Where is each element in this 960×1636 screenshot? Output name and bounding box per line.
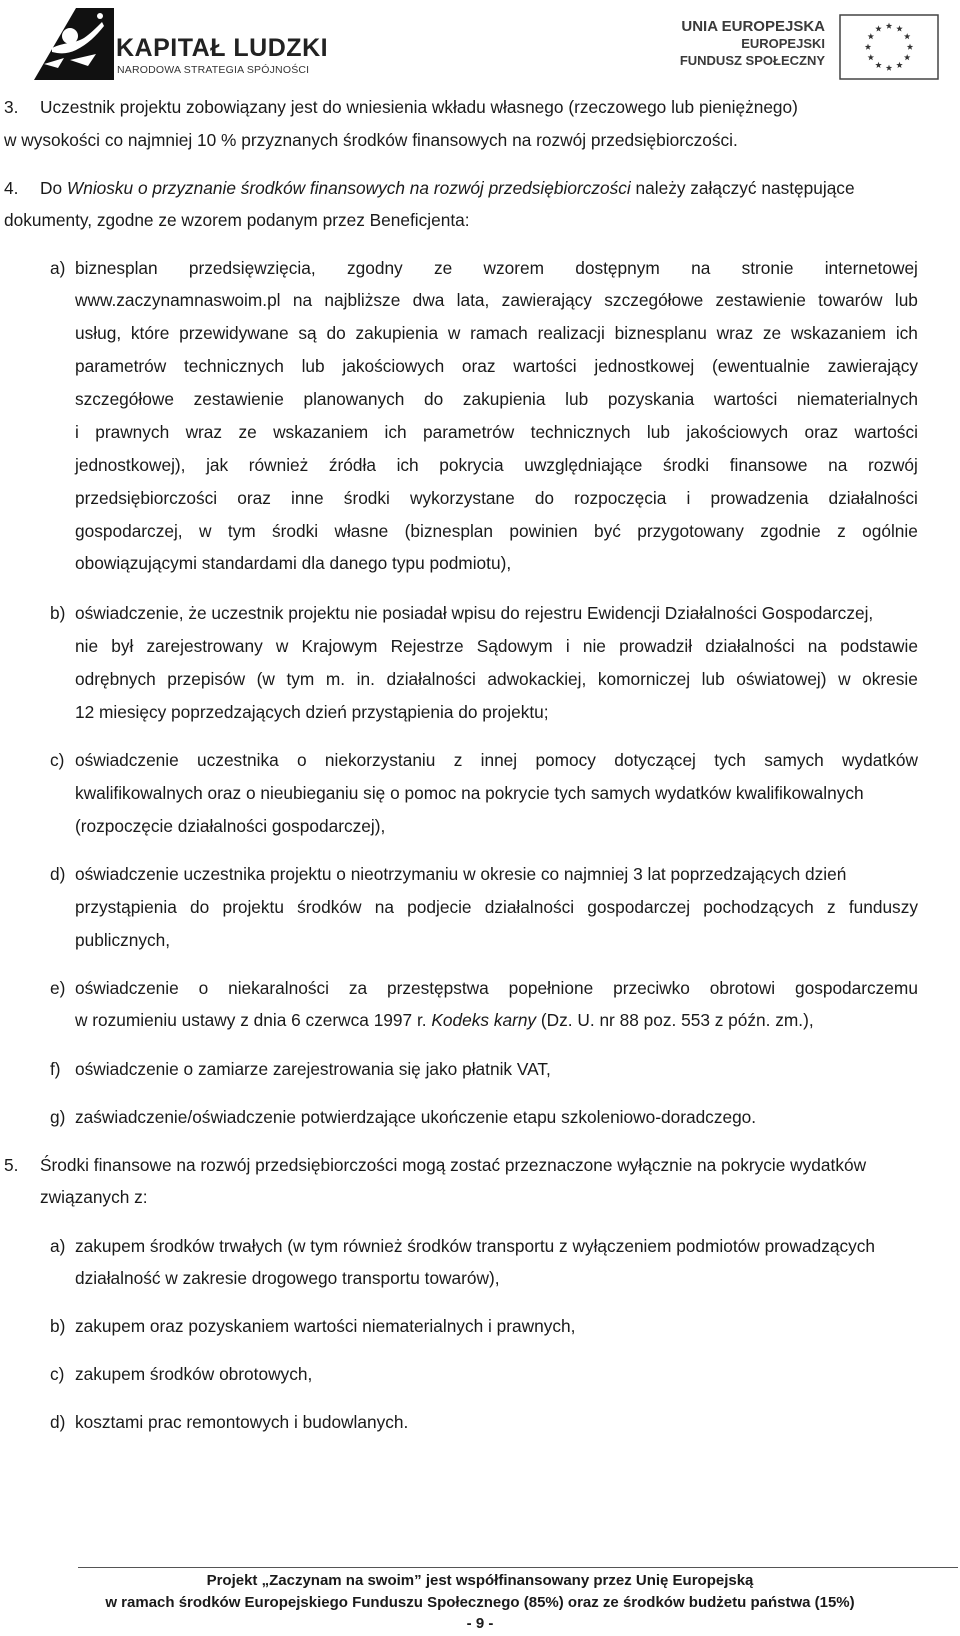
word: zakupienia bbox=[462, 389, 546, 409]
paragraph-line bbox=[75, 521, 918, 541]
word: również bbox=[248, 455, 309, 475]
paragraph-line: zakupem środków trwałych (w tym również środków transportu z wyłączeniem podmiotów prowadzących bbox=[75, 1236, 876, 1256]
paragraph-line: dokumenty, zgodne ze wzorem podanym przez Beneficjenta: bbox=[4, 210, 470, 230]
word: parametrów bbox=[423, 422, 515, 442]
word: ogólnie bbox=[862, 521, 918, 541]
word: lub bbox=[301, 356, 325, 376]
word: in. bbox=[356, 669, 375, 689]
word: prowadził bbox=[619, 636, 693, 656]
word: gospodarczej, bbox=[75, 521, 183, 541]
paragraph-line: 12 miesięcy poprzedzających dzień przystąpienia do projektu; bbox=[75, 702, 549, 722]
word: niekaralności bbox=[228, 978, 329, 998]
word: oświatowej) bbox=[736, 669, 827, 689]
word: uczestnika bbox=[197, 750, 279, 770]
paragraph-line bbox=[75, 488, 918, 508]
word: do bbox=[424, 389, 444, 409]
word: pochodzących bbox=[703, 897, 814, 917]
word: własne bbox=[334, 521, 389, 541]
word: do bbox=[326, 323, 346, 343]
word: wraz bbox=[185, 422, 223, 442]
footer-line-1: Projekt „Zaczynam na swoim” jest współfinansowany przez Unię Europejską bbox=[206, 1572, 754, 1589]
word: przygotowany bbox=[637, 521, 744, 541]
footer-divider bbox=[78, 1567, 958, 1568]
word: ramach bbox=[470, 323, 528, 343]
word: ze bbox=[762, 323, 782, 343]
word: i bbox=[686, 488, 691, 508]
paragraph-line: kwalifikowalnych oraz o nieubieganiu się o pomoc na pokrycie tych samych wydatków kwalifikowalnych bbox=[75, 783, 864, 803]
word: oraz bbox=[804, 422, 839, 442]
word: wartości bbox=[713, 389, 778, 409]
item-number: 4. bbox=[4, 178, 19, 198]
word: oświadczenie bbox=[75, 750, 179, 770]
word: prowadzenia bbox=[710, 488, 809, 508]
paragraph-line: zaświadczenie/oświadczenie potwierdzające ukończenie etapu szkoleniowo-doradczego. bbox=[75, 1107, 757, 1127]
word: popełnione bbox=[508, 978, 594, 998]
word: dwa bbox=[412, 290, 445, 310]
word: planowanych bbox=[303, 389, 405, 409]
word: przystąpienia bbox=[75, 897, 177, 917]
word: biznesplanu bbox=[614, 323, 707, 343]
page-number: - 9 - bbox=[466, 1615, 494, 1632]
list-label: g) bbox=[50, 1107, 66, 1127]
word: Krajowym bbox=[301, 636, 378, 656]
paragraph-line: kosztami prac remontowych i budowlanych. bbox=[75, 1412, 409, 1432]
paragraph-line bbox=[75, 356, 918, 376]
word: wzorem bbox=[483, 258, 544, 278]
paragraph-line: (rozpoczęcie działalności gospodarczej), bbox=[75, 816, 386, 836]
word: w bbox=[198, 521, 212, 541]
word: o bbox=[198, 978, 209, 998]
word: i bbox=[75, 422, 79, 442]
word: projektu bbox=[222, 897, 284, 917]
kapital-ludzki-logo bbox=[30, 4, 330, 82]
paragraph-line: zakupem oraz pozyskaniem wartości niematerialnych i prawnych, bbox=[75, 1316, 576, 1336]
paragraph-line bbox=[40, 178, 918, 198]
word: prawnych bbox=[95, 422, 170, 442]
page-header bbox=[0, 0, 960, 86]
word: dostępnym bbox=[575, 258, 660, 278]
eu-logo-line2: EUROPEJSKI bbox=[741, 36, 825, 51]
list-label: a) bbox=[50, 258, 66, 278]
word: oraz bbox=[461, 356, 496, 376]
word: które bbox=[130, 323, 170, 343]
word: niekorzystaniu bbox=[324, 750, 436, 770]
word: są bbox=[298, 323, 317, 343]
word: (ewentualnie bbox=[712, 356, 810, 376]
word: zawierający bbox=[501, 290, 592, 310]
word: jednostkowej bbox=[594, 356, 695, 376]
word: na bbox=[807, 636, 827, 656]
paragraph-line: działalność w zakresie drogowego transportu towarów), bbox=[75, 1268, 500, 1288]
paragraph-line bbox=[75, 323, 918, 343]
word: wartości bbox=[513, 356, 577, 376]
word: gospodarczej bbox=[587, 897, 691, 917]
paragraph-line: Uczestnik projektu zobowiązany jest do wniesienia wkładu własnego (rzeczowego lub pieniężnego) bbox=[40, 97, 798, 117]
document-title-italic: Wniosku o przyznanie środków finansowych na rozwój przedsiębiorczości bbox=[66, 178, 631, 198]
word: wykorzystane bbox=[410, 488, 515, 508]
word: działalności bbox=[828, 488, 918, 508]
word: ze bbox=[238, 422, 257, 442]
word: przestępstwa bbox=[386, 978, 489, 998]
word: Sądowym bbox=[476, 636, 553, 656]
list-label: d) bbox=[50, 864, 66, 884]
eu-logo-text bbox=[680, 18, 825, 69]
word: jakościowych bbox=[686, 422, 789, 442]
word: usług, bbox=[75, 323, 122, 343]
paragraph-line: obowiązującymi standardami dla danego typu podmiotu), bbox=[75, 553, 512, 573]
word: na bbox=[292, 290, 313, 310]
word: z bbox=[453, 750, 463, 770]
eu-logo-line3: FUNDUSZ SPOŁECZNY bbox=[679, 53, 825, 68]
word: najbliższe bbox=[324, 290, 401, 310]
text-run: w rozumieniu ustawy z dnia 6 czerwca 1997 r. bbox=[75, 1010, 427, 1030]
word: okresie bbox=[862, 669, 918, 689]
word: podjecie bbox=[407, 897, 472, 917]
word: wydatków bbox=[842, 750, 918, 770]
word: tym bbox=[286, 669, 315, 689]
word: na bbox=[691, 258, 711, 278]
word: finansowe bbox=[729, 455, 808, 475]
paragraph-line bbox=[75, 636, 918, 656]
word: technicznych bbox=[530, 422, 631, 442]
eu-logo bbox=[679, 14, 945, 80]
word: lata, bbox=[456, 290, 490, 310]
word: inne bbox=[291, 488, 324, 508]
word: środki bbox=[272, 521, 319, 541]
word: realizacji bbox=[537, 323, 605, 343]
word: m. bbox=[325, 669, 346, 689]
word: wskazaniem bbox=[273, 422, 369, 442]
word: za bbox=[348, 978, 368, 998]
word: gospodarczemu bbox=[794, 978, 918, 998]
paragraph-line: publicznych, bbox=[75, 930, 171, 950]
text-run: (Dz. U. nr 88 poz. 553 z późn. zm.), bbox=[540, 1010, 814, 1030]
word: przedsiębiorczości bbox=[75, 488, 218, 508]
word: ze bbox=[433, 258, 453, 278]
word: w bbox=[275, 636, 289, 656]
paragraph-line bbox=[75, 290, 918, 310]
word: szczegółowe bbox=[75, 389, 174, 409]
word: źródła bbox=[328, 455, 376, 475]
word: w bbox=[838, 669, 851, 689]
paragraph-line bbox=[75, 978, 918, 998]
word: z bbox=[837, 521, 846, 541]
word: przeciwko bbox=[613, 978, 690, 998]
word: zarejestrowany bbox=[146, 636, 263, 656]
word: samych bbox=[764, 750, 824, 770]
paragraph-line bbox=[75, 1010, 918, 1030]
word: przedsięwzięcia, bbox=[188, 258, 316, 278]
word: (w bbox=[256, 669, 275, 689]
list-label: d) bbox=[50, 1412, 66, 1432]
word: szczegółowe bbox=[604, 290, 704, 310]
list-label: c) bbox=[50, 750, 65, 770]
word: tych bbox=[714, 750, 746, 770]
word: do bbox=[534, 488, 555, 508]
word: rozwój bbox=[867, 455, 918, 475]
word: działalności bbox=[484, 897, 575, 917]
word: odrębnych bbox=[75, 669, 156, 689]
word: być bbox=[593, 521, 621, 541]
word: środków bbox=[297, 897, 362, 917]
word: internetowej bbox=[824, 258, 918, 278]
word: zgodny bbox=[346, 258, 403, 278]
word: przewidywane bbox=[179, 323, 289, 343]
word: parametrów bbox=[75, 356, 167, 376]
list-label: e) bbox=[50, 978, 66, 998]
eu-logo-line1: UNIA EUROPEJSKA bbox=[681, 18, 825, 35]
word: z bbox=[826, 897, 836, 917]
word: pomocy bbox=[535, 750, 596, 770]
paragraph-line bbox=[75, 897, 918, 917]
word: (biznesplan bbox=[404, 521, 494, 541]
word: uwzględniające bbox=[524, 455, 643, 475]
eu-flag-icon bbox=[839, 14, 939, 80]
word: lub bbox=[894, 290, 918, 310]
word: oświadczenie bbox=[75, 978, 179, 998]
word: lub bbox=[701, 669, 725, 689]
logo-title: KAPITAŁ LUDZKI bbox=[116, 34, 329, 62]
word: działalności bbox=[386, 669, 476, 689]
paragraph-line: oświadczenie, że uczestnik projektu nie posiadał wpisu do rejestru Ewidencji Działalności Gospodarczej, bbox=[75, 603, 874, 623]
list-label: c) bbox=[50, 1364, 65, 1384]
word: obrotowi bbox=[709, 978, 776, 998]
paragraph-line: w wysokości co najmniej 10 % przyznanych środków finansowych na rozwój przedsiębiorczości. bbox=[4, 130, 738, 150]
word: jednostkowej), bbox=[75, 455, 186, 475]
word: powinien bbox=[509, 521, 578, 541]
paragraph-line: oświadczenie uczestnika projektu o nieotrzymaniu w okresie co najmniej 3 lat poprzedzających dzień bbox=[75, 864, 847, 884]
footer-line-2: w ramach środków Europejskiego Funduszu Społecznego (85%) oraz ze środków budżetu państwa (15%) bbox=[105, 1594, 855, 1611]
word: nie bbox=[75, 636, 99, 656]
word: do bbox=[190, 897, 210, 917]
paragraph-line bbox=[75, 389, 918, 409]
paragraph-line bbox=[75, 258, 918, 278]
word: rozpoczęcia bbox=[574, 488, 667, 508]
word: pokrycia bbox=[439, 455, 504, 475]
word: działalności bbox=[705, 636, 795, 656]
word: funduszy bbox=[848, 897, 918, 917]
word: był bbox=[111, 636, 134, 656]
word: na bbox=[828, 455, 848, 475]
word: wraz bbox=[716, 323, 754, 343]
word: ich bbox=[895, 323, 918, 343]
word: oraz bbox=[237, 488, 271, 508]
word: wartości bbox=[854, 422, 918, 442]
list-label: a) bbox=[50, 1236, 66, 1256]
word: lub bbox=[565, 389, 589, 409]
list-label: b) bbox=[50, 603, 66, 623]
word: technicznych bbox=[183, 356, 284, 376]
word: środki bbox=[343, 488, 390, 508]
paragraph-line: oświadczenie o zamiarze zarejestrowania się jako płatnik VAT, bbox=[75, 1059, 551, 1079]
word: nie bbox=[582, 636, 606, 656]
word: zestawienie bbox=[715, 290, 806, 310]
text-run: Do bbox=[40, 178, 63, 198]
paragraph-line: związanych z: bbox=[40, 1187, 148, 1207]
word: innej bbox=[480, 750, 518, 770]
paragraph-line: zakupem środków obrotowych, bbox=[75, 1364, 313, 1384]
word: zgodnie bbox=[760, 521, 821, 541]
word: zestawienie bbox=[193, 389, 284, 409]
word: jakościowych bbox=[342, 356, 445, 376]
word: jak bbox=[206, 455, 229, 475]
word: podstawie bbox=[840, 636, 918, 656]
paragraph-line bbox=[75, 669, 918, 689]
word: w bbox=[447, 323, 461, 343]
word: przepisów bbox=[167, 669, 246, 689]
word: pozyskania bbox=[607, 389, 695, 409]
logo-subtitle: NARODOWA STRATEGIA SPÓJNOŚCI bbox=[117, 64, 310, 76]
word: zawierający bbox=[827, 356, 918, 376]
item-number: 5. bbox=[4, 1155, 19, 1175]
word: Rejestrze bbox=[390, 636, 464, 656]
word: na bbox=[374, 897, 394, 917]
word: ich bbox=[396, 455, 419, 475]
word: dotyczącej bbox=[614, 750, 696, 770]
paragraph-line: Środki finansowe na rozwój przedsiębiorczości mogą zostać przeznaczone wyłącznie na pokrycie wydatków bbox=[40, 1155, 867, 1175]
word: środki bbox=[662, 455, 710, 475]
text-run: należy załączyć następujące bbox=[635, 178, 855, 198]
word: www.zaczynamnaswoim.pl bbox=[75, 290, 281, 310]
word: wskazaniem bbox=[790, 323, 887, 343]
word: tym bbox=[227, 521, 256, 541]
word: adwokackiej, bbox=[487, 669, 587, 689]
word: i bbox=[565, 636, 570, 656]
word: towarów bbox=[818, 290, 883, 310]
paragraph-line bbox=[75, 750, 918, 770]
kapital-ludzki-emblem bbox=[30, 4, 118, 82]
word: biznesplan bbox=[75, 258, 158, 278]
word: zakupienia bbox=[355, 323, 439, 343]
paragraph-line bbox=[75, 422, 918, 442]
word: komorniczej bbox=[597, 669, 691, 689]
word: stronie bbox=[741, 258, 794, 278]
word: niematerialnych bbox=[796, 389, 918, 409]
word: lub bbox=[646, 422, 670, 442]
statute-title-italic: Kodeks karny bbox=[431, 1010, 537, 1030]
paragraph-line bbox=[75, 455, 918, 475]
item-number: 3. bbox=[4, 97, 19, 117]
list-label: f) bbox=[50, 1059, 61, 1079]
list-label: b) bbox=[50, 1316, 66, 1336]
word: o bbox=[297, 750, 307, 770]
word: ich bbox=[384, 422, 407, 442]
